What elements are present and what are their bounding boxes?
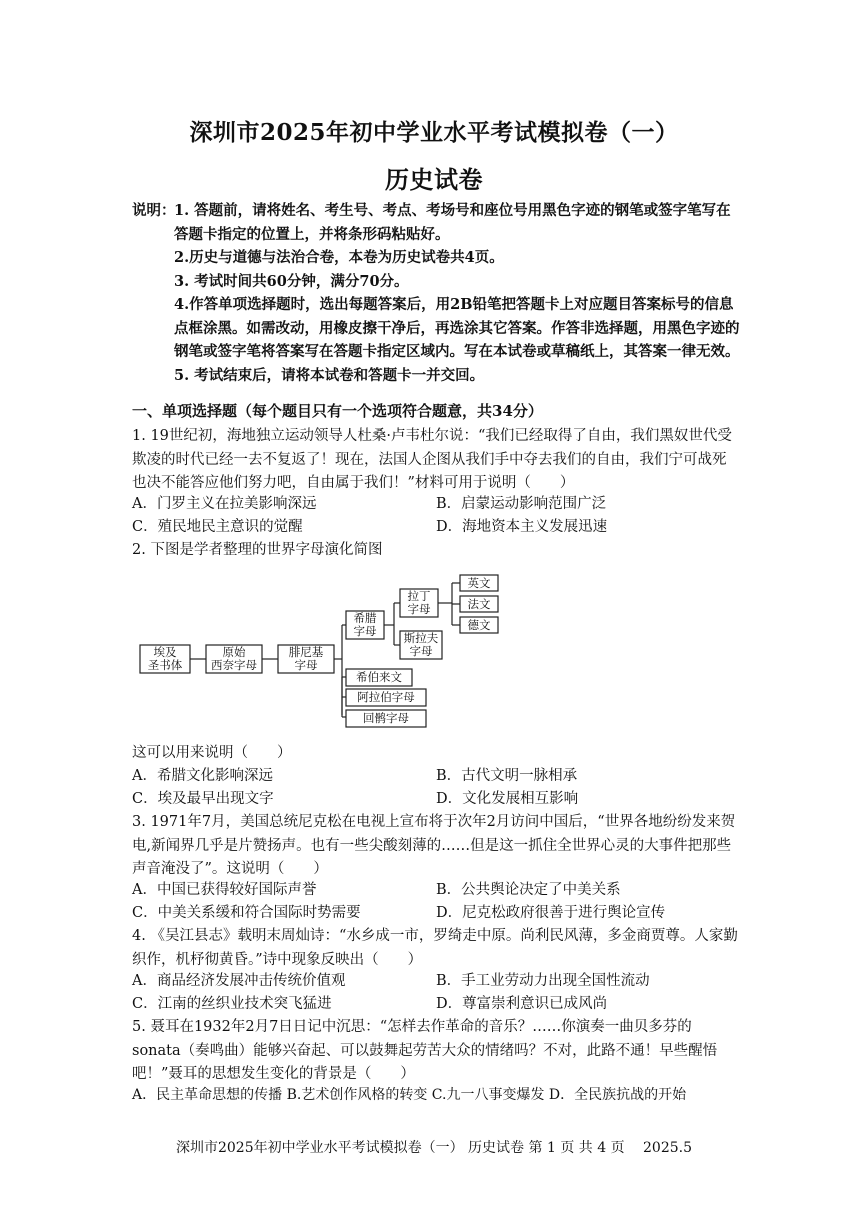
question-stem: 3. 1971年7月，美国总统尼克松在电视上宣布将于次年2月访问中国后，“世界各地纷纷发来贺电,新闻界几乎是片赞扬声。也有一些尖酸刻薄的……但是这一抓住全世界心灵的大事件把那些声音淹没了”。这说明（ ）: [132, 814, 736, 877]
question-stem: 4. 《吴江县志》载明末周灿诗：“水乡成一市，罗绮走中原。尚利民风薄，多金商贾尊。人家勤织作，机杼彻黄昏。”诗中现象反映出（ ）: [132, 928, 738, 968]
option-c: C．江南的丝织业技术突飞猛进: [132, 996, 332, 1012]
node-uyghur: 回鹘字母: [363, 711, 409, 725]
question-stem: 1. 19世纪初，海地独立运动领导人杜桑·卢韦杜尔说：“我们已经取得了自由，我们黑奴世代受欺凌的时代已经一去不复返了！现在，法国人企图从我们手中夺去我们的自由，我们宁可战死也决不能答应他们努力吧，自由属于我们！”材料可用于说明（ ）: [132, 428, 732, 491]
option-a: A．商品经济发展冲击传统价值观: [132, 973, 346, 989]
question-stem: 5. 聂耳在1932年2月7日日记中沉思：“怎样去作革命的音乐？……你演奏一曲贝多芬的sonata（奏鸣曲）能够兴奋起、可以鼓舞起劳苦大众的情绪吗？不对，此路不通！早些醒悟吧！”聂耳的思想发生变化的背景是（ ）: [132, 1019, 718, 1082]
node-phoenician-1: 腓尼基: [288, 645, 324, 659]
option-b: B．启蒙运动影响范围广泛: [436, 496, 607, 512]
option-b: B．公共舆论决定了中美关系: [436, 882, 621, 898]
question-4-options: [132, 970, 740, 1016]
instruction-item: 3. 考试时间共60分钟，满分70分。: [174, 272, 409, 290]
option-c: C．埃及最早出现文字: [132, 791, 274, 807]
node-slavic-1: 斯拉夫: [403, 631, 439, 645]
question-1-options: [132, 493, 740, 539]
page-title: 深圳市2025年初中学业水平考试模拟卷（一）: [189, 119, 679, 146]
question-2-options: [132, 765, 740, 811]
instruction-item: 4.作答单项选择题时，选出每题答案后，用2B铅笔把答题卡上对应题目答案标号的信息点框涂黑。如需改动，用橡皮擦干净后，再选涂其它答案。作答非选择题，用黑色字迹的钢笔或签字笔将答案写在答题卡指定区域内。写在本试卷或草稿纸上，其答案一律无效。: [174, 296, 740, 360]
node-egypt-1: 埃及: [153, 645, 177, 659]
node-egypt-2: 圣书体: [147, 658, 183, 672]
node-sinai-1: 原始: [222, 645, 246, 659]
option-d: D．尼克松政府很善于进行舆论宣传: [436, 905, 666, 921]
option-b: B.艺术创作风格的转变: [286, 1087, 428, 1103]
option-d: D．尊富崇利意识已成风尚: [436, 996, 608, 1012]
question-5-options: [132, 1084, 740, 1107]
page-subtitle: 历史试卷: [385, 165, 483, 194]
section-heading: 一、单项选择题（每个题目只有一个选项符合题意，共34分）: [132, 402, 543, 420]
instruction-item: 5. 考试结束后，请将本试卷和答题卡一并交回。: [174, 366, 485, 384]
question-3: [132, 811, 740, 882]
node-latin-1: 拉丁: [407, 589, 431, 603]
question-4: [132, 925, 740, 972]
node-hebrew: 希伯来文: [356, 670, 402, 684]
page-footer: 深圳市2025年初中学业水平考试模拟卷（一） 历史试卷 第 1 页 共 4 页 2025.5: [175, 1140, 693, 1156]
node-slavic-2: 字母: [409, 644, 433, 658]
option-d: D．全民族抗战的开始: [548, 1087, 687, 1103]
instruction-item: 2.历史与道德与法治合卷，本卷为历史试卷共4页。: [174, 249, 504, 266]
node-german: 德文: [467, 618, 491, 632]
option-a: A．门罗主义在拉美影响深远: [132, 496, 317, 512]
node-french: 法文: [467, 597, 491, 611]
node-english: 英文: [467, 576, 491, 590]
option-c: C.九一八事变爆发: [431, 1087, 545, 1103]
instructions: [132, 199, 744, 387]
option-b: B．古代文明一脉相承: [436, 768, 578, 784]
node-latin-2: 字母: [407, 602, 431, 616]
option-a: A．中国已获得较好国际声誉: [132, 882, 317, 898]
option-a: A．民主革命思想的传播: [132, 1087, 283, 1103]
node-greek-2: 字母: [353, 624, 377, 638]
question-prompt: 这可以用来说明（ ）: [132, 745, 292, 761]
option-a: A．希腊文化影响深远: [132, 768, 273, 784]
node-phoenician-2: 字母: [294, 658, 318, 672]
option-c: C．中美关系缓和符合国际时势需要: [132, 905, 361, 921]
node-arabic: 阿拉伯字母: [357, 690, 415, 704]
question-2: [132, 539, 740, 563]
option-c: C．殖民地民主意识的觉醒: [132, 519, 303, 535]
question-3-options: [132, 879, 740, 925]
question-5: [132, 1016, 740, 1087]
option-d: D．海地资本主义发展迅速: [436, 519, 608, 535]
option-b: B．手工业劳动力出现全国性流动: [436, 973, 650, 989]
instructions-label: 说明：: [132, 202, 176, 219]
option-d: D．文化发展相互影响: [436, 791, 579, 807]
question-2-prompt: [132, 742, 740, 766]
node-sinai-2: 西奈字母: [211, 658, 257, 672]
question-stem: 2. 下图是学者整理的世界字母演化简图: [132, 542, 383, 558]
question-1: [132, 425, 740, 496]
instruction-item: 1. 答题前，请将姓名、考生号、考点、考场号和座位号用黑色字迹的钢笔或签字笔写在答题卡指定的位置上，并将条形码粘贴好。: [174, 202, 731, 243]
alphabet-evolution-diagram: [130, 565, 510, 737]
node-greek-1: 希腊: [353, 611, 377, 625]
